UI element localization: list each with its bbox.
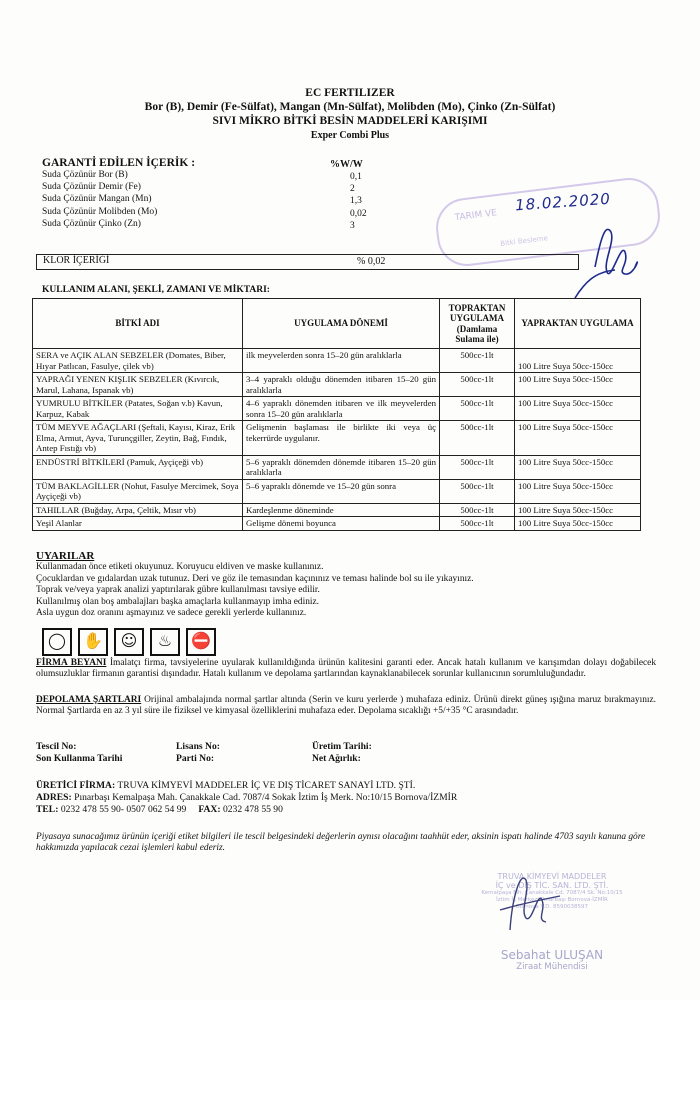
cell-soil: 500cc-1lt bbox=[440, 397, 515, 421]
chlorine-box bbox=[36, 254, 579, 270]
stamp-company-line4: İztim İş Merkezi Pınarbaşı Bornova-İZMİR bbox=[496, 897, 608, 903]
product-name: Exper Combi Plus bbox=[310, 130, 390, 141]
header-soil: TOPRAKTAN UYGULAMA (Damlama Sulama ile) bbox=[440, 299, 515, 349]
cell-period: Gelişmenin başlaması ile birlikte iki veya üç tekerrürde uygulanır. bbox=[243, 421, 440, 456]
signature-bottom-icon bbox=[490, 860, 570, 940]
guarantee-unit: %W/W bbox=[330, 159, 363, 170]
table-row bbox=[33, 517, 641, 531]
mask-icon: ☺ bbox=[114, 628, 144, 656]
registration-fields bbox=[36, 741, 656, 765]
usage-table bbox=[32, 298, 641, 531]
chlorine-label: KLOR İÇERİĞİ bbox=[43, 255, 110, 266]
cell-leaf: 100 Litre Suya 50cc-150cc bbox=[515, 479, 641, 503]
chlorine-value: % 0,02 bbox=[357, 256, 386, 267]
cell-period: 4–6 yapraklı dönemden itibaren ve ilk meyvelerden sonra 15–20 gün aralıklarla bbox=[243, 397, 440, 421]
signatory-name: Sebahat ULUŞAN bbox=[500, 948, 604, 962]
cell-plant: ENDÜSTRİ BİTKİLERİ (Pamuk, Ayçiçeği vb) bbox=[33, 455, 243, 479]
table-row bbox=[33, 349, 641, 373]
guarantee-item-name: Suda Çözünür Molibden (Mo) bbox=[42, 206, 158, 217]
cell-plant: TAHILLAR (Buğday, Arpa, Çeltik, Mısır vb) bbox=[33, 503, 243, 517]
header-plant: BİTKİ ADI bbox=[33, 299, 243, 349]
composition-line: Bor (B), Demir (Fe-Sülfat), Mangan (Mn-Sülfat), Molibden (Mo), Çinko (Zn-Sülfat) bbox=[144, 101, 556, 113]
table-row bbox=[33, 455, 641, 479]
cell-leaf: 100 Litre Suya 50cc-150cc bbox=[515, 349, 641, 373]
warning-line: Çocuklardan ve gıdalardan uzak tutunuz. Deri ve göz ile temasından kaçınınız ve teması halinde bol su ile yıkayınız. bbox=[36, 573, 474, 584]
cell-leaf: 100 Litre Suya 50cc-150cc bbox=[515, 421, 641, 456]
cell-leaf: 100 Litre Suya 50cc-150cc bbox=[515, 455, 641, 479]
stamp-company-line1: TRUVA KİMYEVİ MADDELER bbox=[497, 872, 607, 881]
brand-title: EC FERTILIZER bbox=[305, 87, 395, 99]
guarantee-names bbox=[42, 169, 157, 230]
field-batch: Parti No: bbox=[176, 753, 215, 764]
cell-period: 5–6 yapraklı dönemden dönemde itibaren 15–20 gün aralıklarla bbox=[243, 455, 440, 479]
cell-period: 3–4 yapraklı olduğu dönemden itibaren 15–20 gün aralıklarla bbox=[243, 373, 440, 397]
storage-title: DEPOLAMA ŞARTLARI bbox=[36, 695, 142, 705]
stamp-company-line2: İÇ ve DIŞ TİC. SAN. LTD. ŞTİ. bbox=[495, 881, 609, 890]
table-row bbox=[33, 397, 641, 421]
field-registration: Tescil No: bbox=[36, 741, 77, 752]
cell-period: Kardeşlenme döneminde bbox=[243, 503, 440, 517]
cell-soil: 500cc-1lt bbox=[440, 349, 515, 373]
phone-label: TEL: bbox=[36, 803, 59, 815]
stamp-date: 18.02.2020 bbox=[514, 189, 612, 215]
field-license: Lisans No: bbox=[176, 741, 220, 752]
hand-wash-icon: ♨ bbox=[150, 628, 180, 656]
guarantee-item-value: 2 bbox=[350, 184, 355, 195]
manufacturer-name: TRUVA KİMYEVİ MADDELER İÇ VE DIŞ TİCARET SANAYİ LTD. ŞTİ. bbox=[117, 780, 416, 791]
field-net-weight: Net Ağırlık: bbox=[312, 753, 361, 764]
manufacturer-info bbox=[36, 780, 656, 815]
field-production-date: Üretim Tarihi: bbox=[312, 741, 372, 752]
signatory-role: Ziraat Mühendisi bbox=[516, 962, 588, 972]
table-row bbox=[33, 373, 641, 397]
header-period: UYGULAMA DÖNEMİ bbox=[243, 299, 440, 349]
cell-soil: 500cc-1lt bbox=[440, 503, 515, 517]
warning-line: Asla uygun doz oranını aşmayınız ve sadece gerekli yerlerde kullanınız. bbox=[36, 608, 307, 618]
cell-soil: 500cc-1lt bbox=[440, 373, 515, 397]
table-row bbox=[33, 479, 641, 503]
manufacturer-label: ÜRETİCİ FİRMA: bbox=[36, 780, 116, 791]
guarantee-item-value: 3 bbox=[350, 220, 355, 231]
cell-leaf: 100 Litre Suya 50cc-150cc bbox=[515, 503, 641, 517]
guarantee-values bbox=[350, 171, 367, 232]
cell-soil: 500cc-1lt bbox=[440, 479, 515, 503]
table-row bbox=[33, 503, 641, 517]
warning-line: Kullanmadan önce etiketi okuyunuz. Koruyucu eldiven ve maske kullanınız. bbox=[36, 562, 324, 572]
signatory bbox=[452, 948, 652, 972]
cell-plant: YAPRAĞI YENEN KIŞLIK SEBZELER (Kıvırcık, Marul, Lahana, Ispanak vb) bbox=[33, 373, 243, 397]
header-leaf: YAPRAKTAN UYGULAMA bbox=[515, 299, 641, 349]
cell-plant: TÜM BAKLAGİLLER (Nohut, Fasulye Mercimek, Soya Ayçiçeği vb) bbox=[33, 479, 243, 503]
guarantee-item-value: 1,3 bbox=[350, 196, 362, 207]
cell-plant: Yeşil Alanlar bbox=[33, 517, 243, 531]
gloves-icon: ✋ bbox=[78, 628, 108, 656]
cell-plant: SERA ve AÇIK ALAN SEBZELER (Domates, Biber, Hıyar Patlıcan, Fasulye, çilek vb) bbox=[33, 349, 243, 373]
stamp-company-line5: Bornova V.D. 8590038597 bbox=[515, 904, 589, 910]
cell-leaf: 100 Litre Suya 50cc-150cc bbox=[515, 517, 641, 531]
guarantee-item-value: 0,02 bbox=[350, 208, 367, 219]
safety-icons bbox=[42, 628, 218, 656]
guarantee-title: GARANTİ EDİLEN İÇERİK : bbox=[42, 157, 196, 169]
cell-plant: TÜM MEYVE AĞAÇLARI (Şeftali, Kayısı, Kiraz, Erik Elma, Armut, Ayva, Turunçgiller, Zeytin, Bağ, Fındık, Antep Fıstığı vb) bbox=[33, 421, 243, 456]
cell-plant: YUMRULU BİTKİLER (Patates, Soğan v.b) Kavun, Karpuz, Kabak bbox=[33, 397, 243, 421]
stamp-text: TARIM VE bbox=[454, 208, 498, 224]
field-expiry: Son Kullanma Tarihi bbox=[36, 753, 123, 764]
guarantee-item-value: 0,1 bbox=[350, 172, 362, 182]
guarantee-item-name: Suda Çözünür Mangan (Mn) bbox=[42, 194, 152, 205]
storage-conditions bbox=[36, 695, 656, 718]
fax-text: 0232 478 55 90 bbox=[222, 803, 283, 815]
fax-label: FAX: bbox=[198, 803, 221, 815]
company-statement bbox=[36, 658, 656, 681]
cell-leaf: 100 Litre Suya 50cc-150cc bbox=[515, 397, 641, 421]
no-hand-icon: ⛔ bbox=[186, 628, 216, 656]
guarantee-item-name: Suda Çözünür Demir (Fe) bbox=[42, 182, 141, 193]
table-row bbox=[33, 421, 641, 456]
cell-soil: 500cc-1lt bbox=[440, 517, 515, 531]
cell-period: ilk meyvelerden sonra 15–20 gün aralıklarla bbox=[243, 349, 440, 373]
phone-text: 0232 478 55 90- 0507 062 54 99 bbox=[60, 803, 187, 815]
warnings-title: UYARILAR bbox=[36, 550, 95, 562]
warning-line: Toprak ve/veya yaprak analizi yaptırılarak gübre kullanılması tavsiye edilir. bbox=[36, 585, 320, 595]
disclaimer-text: Piyasaya sunacağımız ürünün içeriği etiket bilgileri ile tescil belgesindeki değerlerin aynısı olacağını taahhüt eder, aksinin ispatı halinde 4703 sayılı kanuna göre hakkımızda yapılacak cezai işlemleri kabul ederiz. bbox=[36, 832, 646, 854]
stamp-company-line3: Kemalpaşa Mh. Çanakkale Cd. 7087/4 Sk. No:10/15 bbox=[481, 890, 623, 896]
stamp-bottom-text: Bitki Besleme bbox=[499, 234, 549, 248]
blank-area bbox=[0, 1000, 700, 1101]
address-label: ADRES: bbox=[36, 791, 72, 803]
glasses-icon: ◯ bbox=[42, 628, 72, 656]
company-statement-title: FİRMA BEYANI bbox=[36, 658, 107, 668]
product-type: SIVI MİKRO BİTKİ BESİN MADDELERİ KARIŞIMI bbox=[212, 115, 488, 127]
guarantee-item-name: Suda Çözünür Çinko (Zn) bbox=[42, 218, 141, 229]
storage-text: Orijinal ambalajında normal şartlar altında (Serin ve kuru yerlerde ) muhafaza ediniz. Ürünü direkt güneş ışığına maruz bırakmayınız. Normal Şartlarda en az 3 yıl süre ile fiziksel ve kimyasal özelliklerini muhafaza eder. Depolama sıcaklığı +5/+35 °C arasındadır. bbox=[36, 695, 657, 717]
cell-soil: 500cc-1lt bbox=[440, 455, 515, 479]
cell-leaf: 100 Litre Suya 50cc-150cc bbox=[515, 373, 641, 397]
warning-line: Kullanılmış olan boş ambalajları başka amaçlarla kullanmayıp imha ediniz. bbox=[36, 596, 319, 607]
cell-soil: 500cc-1lt bbox=[440, 421, 515, 456]
cell-period: Gelişme dönemi boyunca bbox=[243, 517, 440, 531]
usage-title: KULLANIM ALANI, ŞEKLİ, ZAMANI VE MİKTARI: bbox=[42, 285, 270, 295]
address-text: Pınarbaşı Kemalpaşa Mah. Çanakkale Cad. 7087/4 Sokak İztim İş Merk. No:10/15 Bornova/İZMİR bbox=[74, 791, 458, 803]
cell-period: 5–6 yapraklı dönemde ve 15–20 gün sonra bbox=[243, 479, 440, 503]
guarantee-item-name: Suda Çözünür Bor (B) bbox=[42, 170, 128, 180]
warnings-list bbox=[36, 562, 636, 620]
company-statement-text: İmalatçı firma, tavsiyelerine uyularak kullanıldığında ürünün kalitesini garanti eder. Ancak hatalı kullanım ve karışımdan dolayı doğabilecek olumsuzluklar firmanın garantisi dışındadır. Hatalı kullanım ve depolama şartlarından kaynaklanabilecek sorunlar kullanıcının sorumluluğundadır. bbox=[36, 658, 657, 680]
